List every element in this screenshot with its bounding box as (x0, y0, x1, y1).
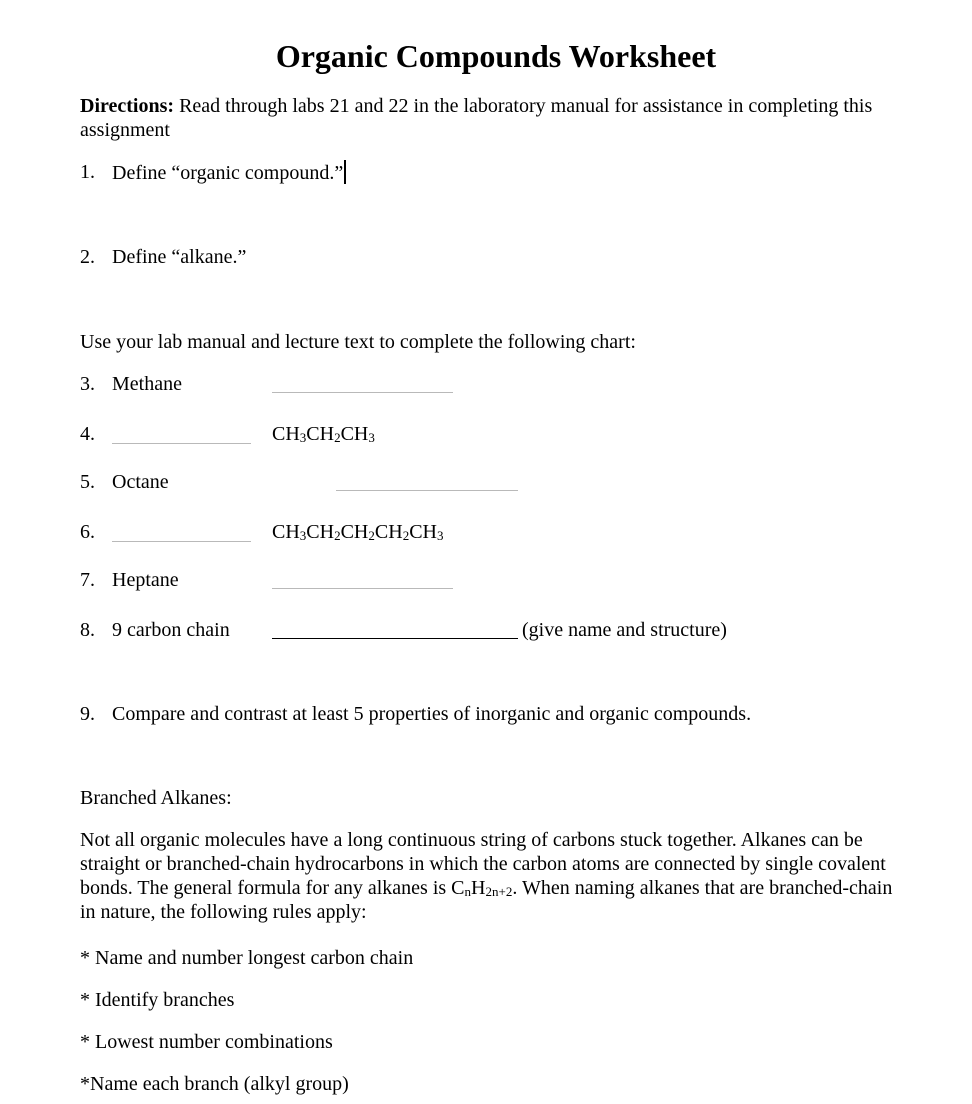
rule-item: *Name each branch (alkyl group) (80, 1073, 349, 1095)
question-1-text: Define “organic compound.” (112, 162, 344, 184)
rule-item: * Name and number longest carbon chain (80, 947, 414, 969)
question-8-number: 8. (80, 619, 95, 641)
directions-label: Directions: (80, 95, 175, 117)
question-3-formula-blank[interactable] (272, 392, 453, 393)
question-5-name: Octane (112, 471, 169, 493)
question-3-number: 3. (80, 373, 95, 395)
branched-paragraph: Not all organic molecules have a long continuous string of carbons stuck together. Alkanes can be straight or branched-chain hydrocarbons in which the carbon atoms are connected by single covalent bonds. The general formula for any alkanes is $C_nH_{2n+2}$. When naming alkanes that are branched-chain in nature, the following rules apply: (80, 829, 893, 923)
question-5-formula-blank[interactable] (336, 490, 518, 491)
rule-item: * Lowest number combinations (80, 1031, 333, 1053)
question-8-name: 9 carbon chain (112, 619, 230, 641)
question-9-text: Compare and contrast at least 5 properties of inorganic and organic compounds. (112, 703, 752, 725)
text-cursor (344, 160, 346, 184)
question-1-number: 1. (80, 161, 95, 183)
question-2-number: 2. (80, 246, 95, 268)
question-7-number: 7. (80, 569, 95, 591)
directions-text: Read through labs 21 and 22 in the laboratory manual for assistance in completing this assignment (80, 95, 873, 141)
question-9-number: 9. (80, 703, 95, 725)
question-8-answer-blank[interactable] (272, 638, 518, 639)
rule-item: * Identify branches (80, 989, 235, 1011)
question-5-number: 5. (80, 471, 95, 493)
question-6-number: 6. (80, 521, 95, 543)
question-8-note: (give name and structure) (522, 619, 727, 641)
question-2-text: Define “alkane.” (112, 246, 247, 268)
chart-intro: Use your lab manual and lecture text to complete the following chart: (80, 331, 636, 353)
section-heading: Branched Alkanes: (80, 787, 232, 809)
question-1[interactable] (112, 160, 346, 185)
question-6-name-blank[interactable] (112, 541, 251, 542)
directions (80, 94, 900, 142)
question-3-name: Methane (112, 373, 182, 395)
question-7-name: Heptane (112, 569, 179, 591)
page-title: Organic Compounds Worksheet (275, 38, 717, 74)
question-6-formula: $CH_3CH_2CH_2CH_2CH_3$ (272, 521, 444, 543)
question-4-number: 4. (80, 423, 95, 445)
question-4-formula: $CH_3CH_2CH_3$ (272, 423, 375, 445)
question-7-formula-blank[interactable] (272, 588, 453, 589)
question-4-name-blank[interactable] (112, 443, 251, 444)
